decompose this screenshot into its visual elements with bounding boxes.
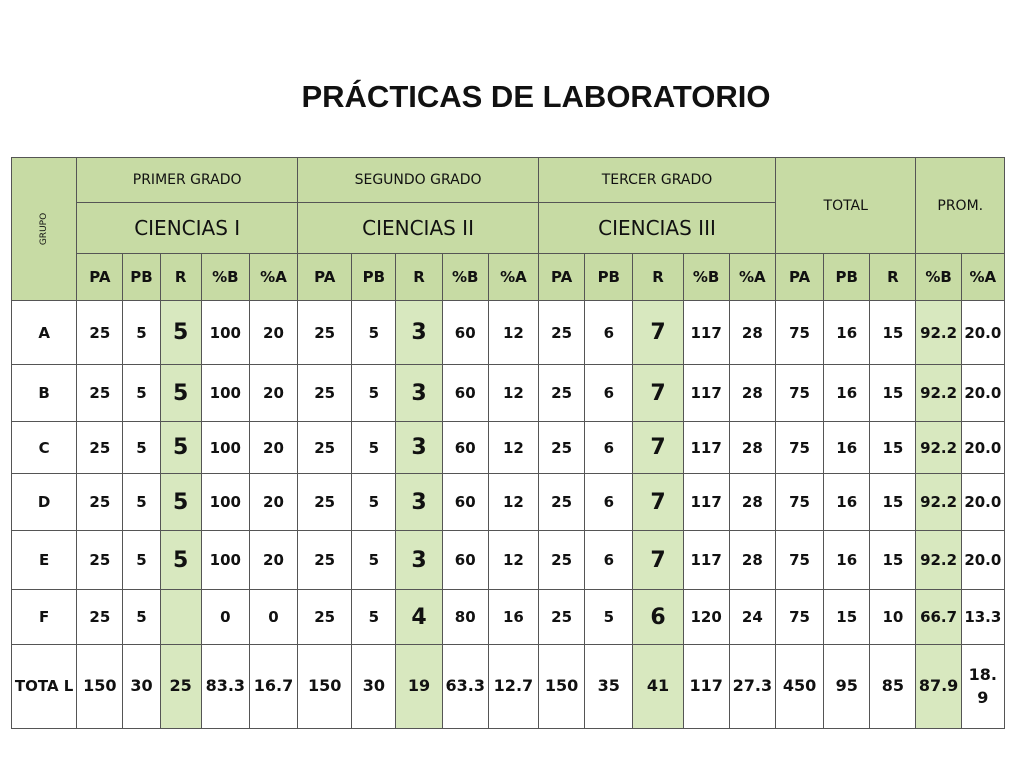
table-cell: 30 xyxy=(123,645,160,729)
grade-header-3: TERCER GRADO xyxy=(539,158,776,203)
table-cell: 3 xyxy=(396,301,442,365)
table-cell: 25 xyxy=(77,301,123,365)
table-cell: 60 xyxy=(442,365,488,422)
table-cell: 75 xyxy=(775,365,823,422)
column-header: PA xyxy=(775,254,823,301)
table-cell: 25 xyxy=(539,474,585,531)
table-cell: 25 xyxy=(539,590,585,645)
table-cell: 20 xyxy=(249,365,297,422)
table-cell: 5 xyxy=(352,422,396,474)
table-cell: 28 xyxy=(729,301,775,365)
table-cell: 25 xyxy=(539,365,585,422)
table-cell: 117 xyxy=(683,422,729,474)
table-cell: 92.2 xyxy=(916,531,961,590)
table-cell: 4 xyxy=(396,590,442,645)
table-cell: 16 xyxy=(824,422,870,474)
table-cell: 5 xyxy=(123,474,160,531)
column-header: PA xyxy=(77,254,123,301)
table-cell: 15 xyxy=(870,365,916,422)
table-cell: 27.3 xyxy=(729,645,775,729)
table-cell: 15 xyxy=(870,474,916,531)
table-cell: 5 xyxy=(123,531,160,590)
table-cell: 25 xyxy=(298,301,352,365)
table-cell: 12 xyxy=(488,365,538,422)
table-cell: 20.0 xyxy=(961,531,1004,590)
column-header: %B xyxy=(201,254,249,301)
table-cell: 5 xyxy=(160,365,201,422)
row-label: B xyxy=(12,365,77,422)
table-cell: 20.0 xyxy=(961,301,1004,365)
table-cell: 28 xyxy=(729,422,775,474)
table-cell: 7 xyxy=(633,365,683,422)
table-cell: 16.7 xyxy=(249,645,297,729)
table-cell: 20.0 xyxy=(961,474,1004,531)
table-row xyxy=(12,645,1005,729)
table-row xyxy=(12,531,1005,590)
table-cell: 12 xyxy=(488,531,538,590)
table-cell: 3 xyxy=(396,365,442,422)
table-cell: 5 xyxy=(352,531,396,590)
table-cell: 75 xyxy=(775,422,823,474)
table-cell: 100 xyxy=(201,422,249,474)
table-cell: 16 xyxy=(488,590,538,645)
prom-header: PROM. xyxy=(916,158,1005,254)
table-cell: 20 xyxy=(249,301,297,365)
table-row xyxy=(12,365,1005,422)
table-cell: 20 xyxy=(249,531,297,590)
table-cell: 25 xyxy=(539,301,585,365)
table-cell: 25 xyxy=(77,531,123,590)
table-cell: 12.7 xyxy=(488,645,538,729)
table-cell: 0 xyxy=(249,590,297,645)
row-label: C xyxy=(12,422,77,474)
table-cell: 5 xyxy=(123,590,160,645)
table-cell: 75 xyxy=(775,474,823,531)
table-cell: 6 xyxy=(585,301,633,365)
column-header: %B xyxy=(916,254,961,301)
table-cell: 16 xyxy=(824,474,870,531)
table-cell: 85 xyxy=(870,645,916,729)
table-cell: 10 xyxy=(870,590,916,645)
table-cell: 15 xyxy=(824,590,870,645)
table-cell: 75 xyxy=(775,301,823,365)
subject-header-3: CIENCIAS III xyxy=(539,203,776,254)
table-cell: 5 xyxy=(352,301,396,365)
table-cell: 24 xyxy=(729,590,775,645)
table-cell: 5 xyxy=(160,301,201,365)
table-cell: 150 xyxy=(539,645,585,729)
column-header: R xyxy=(160,254,201,301)
table-cell: 75 xyxy=(775,531,823,590)
table-cell: 20.0 xyxy=(961,422,1004,474)
table-cell: 28 xyxy=(729,474,775,531)
table-cell: 75 xyxy=(775,590,823,645)
table-cell: 117 xyxy=(683,365,729,422)
table-cell: 41 xyxy=(633,645,683,729)
column-header: PB xyxy=(123,254,160,301)
table-cell: 66.7 xyxy=(916,590,961,645)
table-cell: 3 xyxy=(396,474,442,531)
table-cell: 5 xyxy=(585,590,633,645)
table-cell: 30 xyxy=(352,645,396,729)
table-cell: 15 xyxy=(870,301,916,365)
table-cell: 83.3 xyxy=(201,645,249,729)
table-cell: 60 xyxy=(442,301,488,365)
total-header: TOTAL xyxy=(775,158,916,254)
table-cell: 60 xyxy=(442,474,488,531)
table-cell: 25 xyxy=(77,422,123,474)
table-cell: 5 xyxy=(160,422,201,474)
table-cell: 3 xyxy=(396,422,442,474)
table-cell: 6 xyxy=(585,422,633,474)
table-cell: 25 xyxy=(539,422,585,474)
page-title: PRÁCTICAS DE LABORATORIO xyxy=(301,79,771,114)
table-cell: 7 xyxy=(633,422,683,474)
table-cell: 7 xyxy=(633,301,683,365)
table-cell: 35 xyxy=(585,645,633,729)
table-cell: 12 xyxy=(488,474,538,531)
table-cell: 5 xyxy=(352,590,396,645)
table-cell: 5 xyxy=(123,365,160,422)
table-cell: 25 xyxy=(160,645,201,729)
table-cell: 60 xyxy=(442,422,488,474)
column-header: %A xyxy=(961,254,1004,301)
table-cell: 16 xyxy=(824,531,870,590)
column-header: %B xyxy=(442,254,488,301)
column-header: PB xyxy=(352,254,396,301)
table-cell: 12 xyxy=(488,301,538,365)
table-cell: 150 xyxy=(77,645,123,729)
table-row xyxy=(12,474,1005,531)
table-cell: 95 xyxy=(824,645,870,729)
table-cell: 100 xyxy=(201,531,249,590)
row-label: TOTA L xyxy=(12,645,77,729)
table-cell: 92.2 xyxy=(916,365,961,422)
table-cell: 25 xyxy=(77,365,123,422)
table-cell: 5 xyxy=(352,474,396,531)
table-cell: 25 xyxy=(298,422,352,474)
table-cell: 25 xyxy=(77,590,123,645)
column-header: R xyxy=(633,254,683,301)
grade-header-1: PRIMER GRADO xyxy=(77,158,298,203)
column-header: PB xyxy=(585,254,633,301)
table-cell: 15 xyxy=(870,422,916,474)
subject-header-1: CIENCIAS I xyxy=(77,203,298,254)
column-header: PA xyxy=(539,254,585,301)
table-cell: 18. 9 xyxy=(961,645,1004,729)
column-header: R xyxy=(396,254,442,301)
table-cell: 5 xyxy=(123,301,160,365)
table-cell: 5 xyxy=(123,422,160,474)
table-cell: 6 xyxy=(585,365,633,422)
column-header: PB xyxy=(824,254,870,301)
table-cell: 92.2 xyxy=(916,422,961,474)
table-cell: 117 xyxy=(683,645,729,729)
table-cell: 6 xyxy=(633,590,683,645)
table-cell: 15 xyxy=(870,531,916,590)
table-cell: 87.9 xyxy=(916,645,961,729)
table-cell: 25 xyxy=(539,531,585,590)
table-row xyxy=(12,301,1005,365)
table-cell: 13.3 xyxy=(961,590,1004,645)
table-cell: 28 xyxy=(729,531,775,590)
table-cell: 0 xyxy=(201,590,249,645)
table-cell: 28 xyxy=(729,365,775,422)
grupo-header: GRUPO xyxy=(12,158,77,301)
table-cell: 450 xyxy=(775,645,823,729)
table-cell: 7 xyxy=(633,531,683,590)
table-cell: 16 xyxy=(824,365,870,422)
table-cell: 117 xyxy=(683,531,729,590)
table-cell: 3 xyxy=(396,531,442,590)
grade-header-2: SEGUNDO GRADO xyxy=(298,158,539,203)
table-cell: 7 xyxy=(633,474,683,531)
table-row xyxy=(12,590,1005,645)
table-cell: 60 xyxy=(442,531,488,590)
table-cell: 19 xyxy=(396,645,442,729)
column-header: %A xyxy=(249,254,297,301)
table-cell: 20 xyxy=(249,422,297,474)
table-cell: 5 xyxy=(160,531,201,590)
table-cell: 6 xyxy=(585,474,633,531)
column-header: %A xyxy=(488,254,538,301)
table-cell: 100 xyxy=(201,301,249,365)
table-cell: 92.2 xyxy=(916,301,961,365)
table-cell xyxy=(160,590,201,645)
table-cell: 63.3 xyxy=(442,645,488,729)
table-cell: 20 xyxy=(249,474,297,531)
row-label: A xyxy=(12,301,77,365)
table-cell: 100 xyxy=(201,365,249,422)
lab-table xyxy=(11,157,1005,729)
table-cell: 25 xyxy=(298,531,352,590)
table-cell: 5 xyxy=(160,474,201,531)
table-cell: 100 xyxy=(201,474,249,531)
table-cell: 150 xyxy=(298,645,352,729)
subject-header-2: CIENCIAS II xyxy=(298,203,539,254)
table-cell: 25 xyxy=(298,365,352,422)
table-cell: 6 xyxy=(585,531,633,590)
table-cell: 25 xyxy=(77,474,123,531)
column-header: %A xyxy=(729,254,775,301)
row-label: D xyxy=(12,474,77,531)
table-cell: 5 xyxy=(352,365,396,422)
table-cell: 92.2 xyxy=(916,474,961,531)
table-cell: 117 xyxy=(683,474,729,531)
table-cell: 16 xyxy=(824,301,870,365)
column-header: PA xyxy=(298,254,352,301)
column-header: %B xyxy=(683,254,729,301)
table-cell: 25 xyxy=(298,474,352,531)
column-header: R xyxy=(870,254,916,301)
row-label: F xyxy=(12,590,77,645)
table-row xyxy=(12,422,1005,474)
row-label: E xyxy=(12,531,77,590)
table-cell: 12 xyxy=(488,422,538,474)
table-cell: 80 xyxy=(442,590,488,645)
table-cell: 120 xyxy=(683,590,729,645)
table-cell: 25 xyxy=(298,590,352,645)
table-cell: 117 xyxy=(683,301,729,365)
table-cell: 20.0 xyxy=(961,365,1004,422)
